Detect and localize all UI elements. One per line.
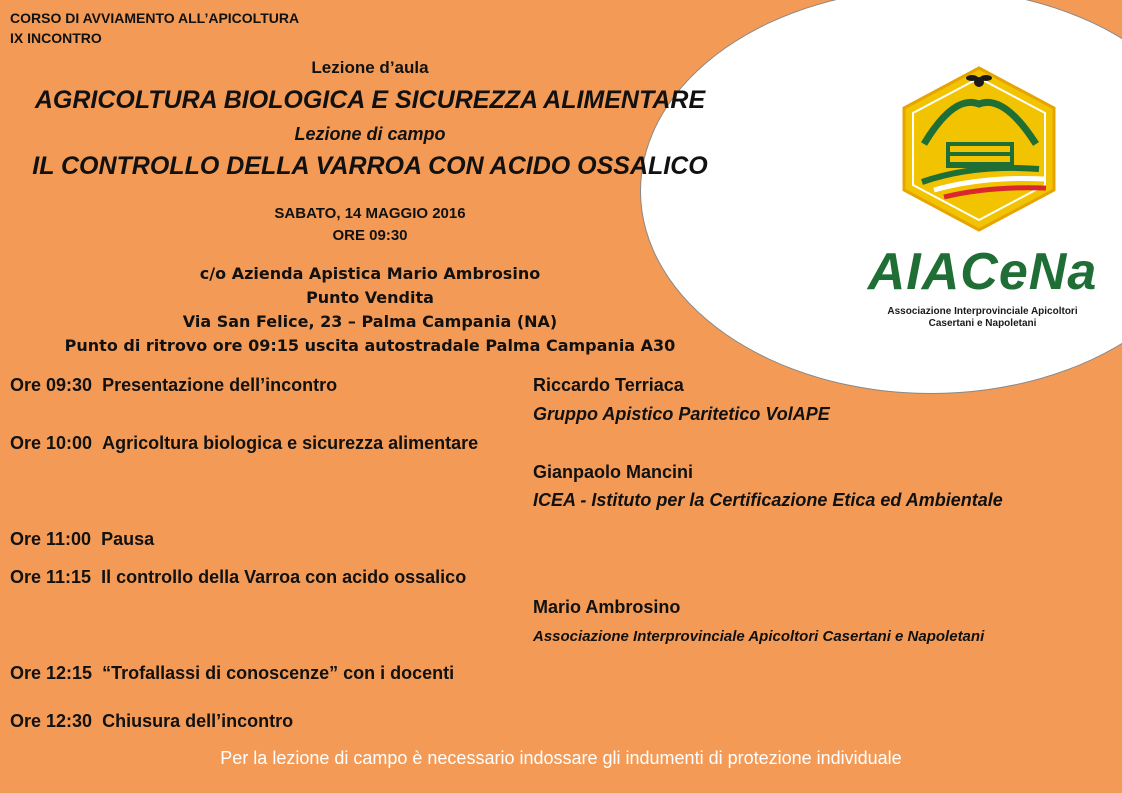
event-time: ORE 09:30 [332, 227, 408, 244]
logo-subtitle [855, 306, 1110, 330]
event-datetime [10, 203, 730, 247]
aiacena-logo-icon [894, 64, 1064, 234]
classroom-title: AGRICOLTURA BIOLOGICA E SICUREZZA ALIMENTARE [34, 86, 706, 114]
venue-line2: Punto Vendita [306, 288, 434, 307]
speaker-org-icea: ICEA - Istituto per la Certificazione Etica ed Ambientale [533, 490, 1003, 510]
event-venue [10, 262, 730, 358]
classroom-label: Lezione d’aula [311, 58, 429, 77]
meeting-number: IX INCONTRO [10, 30, 102, 46]
course-title: CORSO DI AVVIAMENTO ALL’APICOLTURA [10, 10, 300, 26]
speaker-name-mancini: Gianpaolo Mancini [533, 462, 694, 482]
course-header [10, 8, 299, 48]
logo-wordmark: AIACeNa [867, 243, 1098, 301]
event-date: SABATO, 14 MAGGIO 2016 [274, 205, 466, 222]
venue-line1: c/o Azienda Apistica Mario Ambrosino [199, 264, 541, 283]
schedule-time: Ore 10:00 [10, 433, 93, 453]
speaker-org-volape: Gruppo Apistico Paritetico VolAPE [533, 404, 830, 424]
schedule-item-1000 [10, 432, 478, 454]
schedule-title: Agricoltura biologica e sicurezza alimentare [102, 433, 479, 453]
schedule-title: “Trofallassi di conoscenze” con i docenti [102, 663, 455, 683]
schedule-item-0930 [10, 374, 337, 396]
logo-subtitle-line1: Associazione Interprovinciale Apicoltori [887, 306, 1078, 317]
schedule-item-1230 [10, 710, 293, 732]
logo-subtitle-line2: Casertani e Napoletani [928, 318, 1037, 329]
footer-note: Per la lezione di campo è necessario indossare gli indumenti di protezione individuale [220, 748, 902, 768]
schedule-item-1215 [10, 662, 454, 684]
schedule-time: Ore 11:15 [10, 567, 92, 587]
venue-line3: Via San Felice, 23 – Palma Campania (NA) [182, 312, 558, 331]
speaker-name-terriaca: Riccardo Terriaca [533, 375, 684, 395]
field-label: Lezione di campo [294, 124, 446, 144]
schedule-title: Chiusura dell’incontro [102, 711, 294, 731]
meeting-point: Punto di ritrovo ore 09:15 uscita autostradale Palma Campania A30 [64, 336, 676, 355]
schedule-title: Presentazione dell’incontro [102, 375, 338, 395]
schedule-time: Ore 11:00 [10, 529, 92, 549]
schedule-time: Ore 12:15 [10, 663, 93, 683]
schedule-time: Ore 09:30 [10, 375, 93, 395]
schedule-title: Il controllo della Varroa con acido ossalico [101, 567, 467, 587]
field-title: IL CONTROLLO DELLA VARROA CON ACIDO OSSALICO [32, 152, 708, 180]
schedule-item-1115 [10, 566, 466, 588]
speaker-name-ambrosino: Mario Ambrosino [533, 597, 681, 617]
speaker-org-aiacena: Associazione Interprovinciale Apicoltori Casertani e Napoletani [533, 628, 985, 645]
schedule-item-1100 [10, 528, 154, 550]
schedule-title: Pausa [101, 529, 155, 549]
schedule-time: Ore 12:30 [10, 711, 93, 731]
